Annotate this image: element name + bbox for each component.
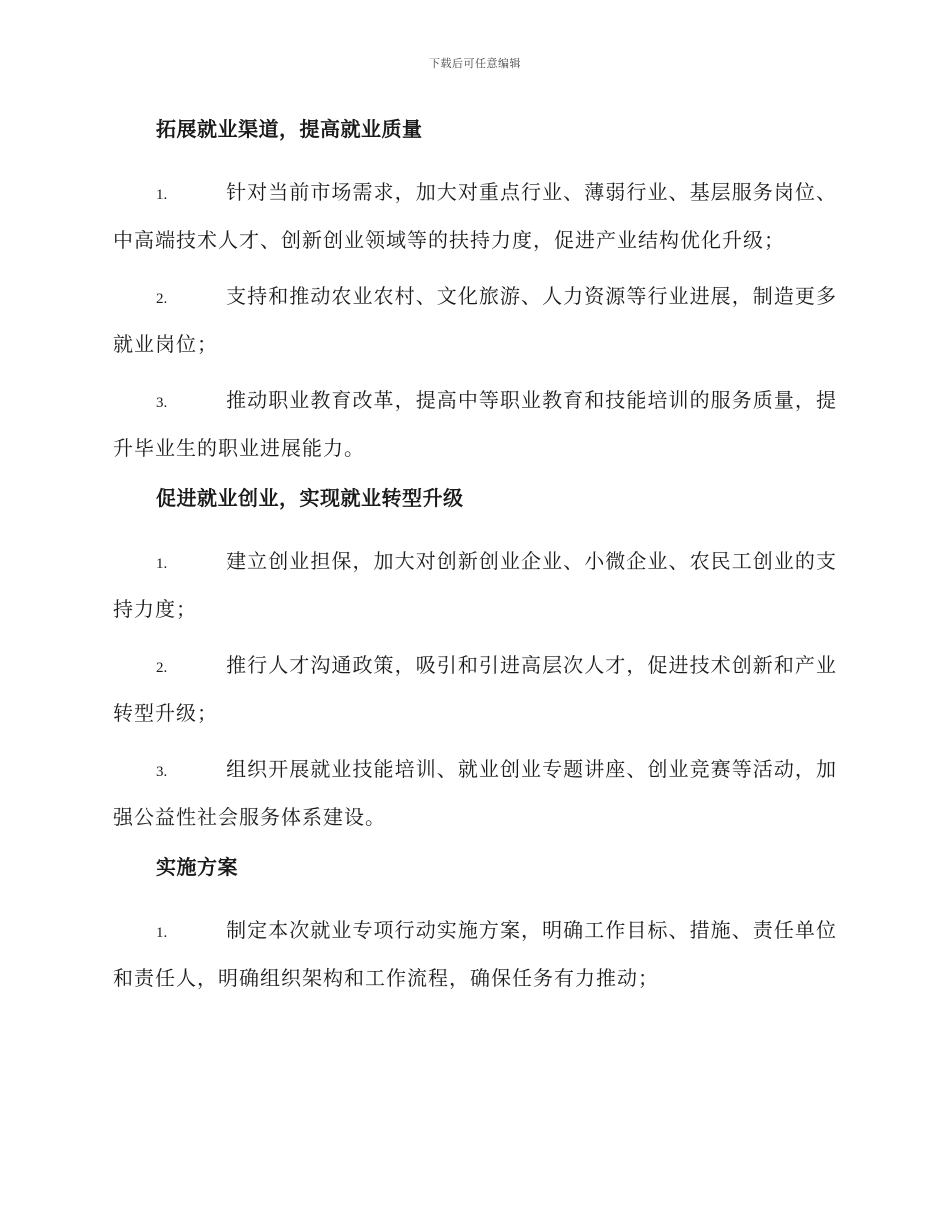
document-body xyxy=(113,113,837,1012)
section-implementation-plan xyxy=(113,851,837,1001)
list-item-text: 组织开展就业技能培训、就业创业专题讲座、创业竞赛等活动，加强公益性社会服务体系建设。 xyxy=(113,757,837,829)
list-item-text: 针对当前市场需求，加大对重点行业、薄弱行业、基层服务岗位、中高端技术人才、创新创业领域等的扶持力度，促进产业结构优化升级； xyxy=(113,180,837,252)
list-item-number: 2. xyxy=(156,660,168,676)
list-item-text: 建立创业担保，加大对创新创业企业、小微企业、农民工创业的支持力度； xyxy=(113,549,837,621)
list-item-text: 制定本次就业专项行动实施方案，明确工作目标、措施、责任单位和责任人，明确组织架构和工作流程，确保任务有力推动； xyxy=(113,918,837,990)
list-item-number: 1. xyxy=(156,925,168,941)
list-item-number: 3. xyxy=(156,764,168,780)
list-item-number: 3. xyxy=(156,395,168,411)
list-item xyxy=(113,274,837,367)
list-item-text: 支持和推动农业农村、文化旅游、人力资源等行业进展，制造更多就业岗位； xyxy=(113,284,837,356)
list-item-text: 推动职业教育改革，提高中等职业教育和技能培训的服务质量，提升毕业生的职业进展能力。 xyxy=(113,388,837,460)
list-item xyxy=(113,747,837,840)
section-promote-entrepreneurship xyxy=(113,482,837,840)
list-item xyxy=(113,539,837,632)
list-item xyxy=(113,170,837,263)
list-item xyxy=(113,908,837,1001)
section-heading: 促进就业创业，实现就业转型升级 xyxy=(156,486,464,510)
list-item xyxy=(113,643,837,736)
section-heading: 实施方案 xyxy=(156,855,238,879)
list-item-text: 推行人才沟通政策，吸引和引进高层次人才，促进技术创新和产业转型升级； xyxy=(113,653,837,725)
list-item xyxy=(113,378,837,471)
section-expand-employment xyxy=(113,113,837,471)
list-item-number: 1. xyxy=(156,556,168,572)
list-item-number: 2. xyxy=(156,291,168,307)
section-heading: 拓展就业渠道，提高就业质量 xyxy=(156,117,423,141)
list-item-number: 1. xyxy=(156,187,168,203)
header-note: 下载后可任意编辑 xyxy=(429,57,521,70)
